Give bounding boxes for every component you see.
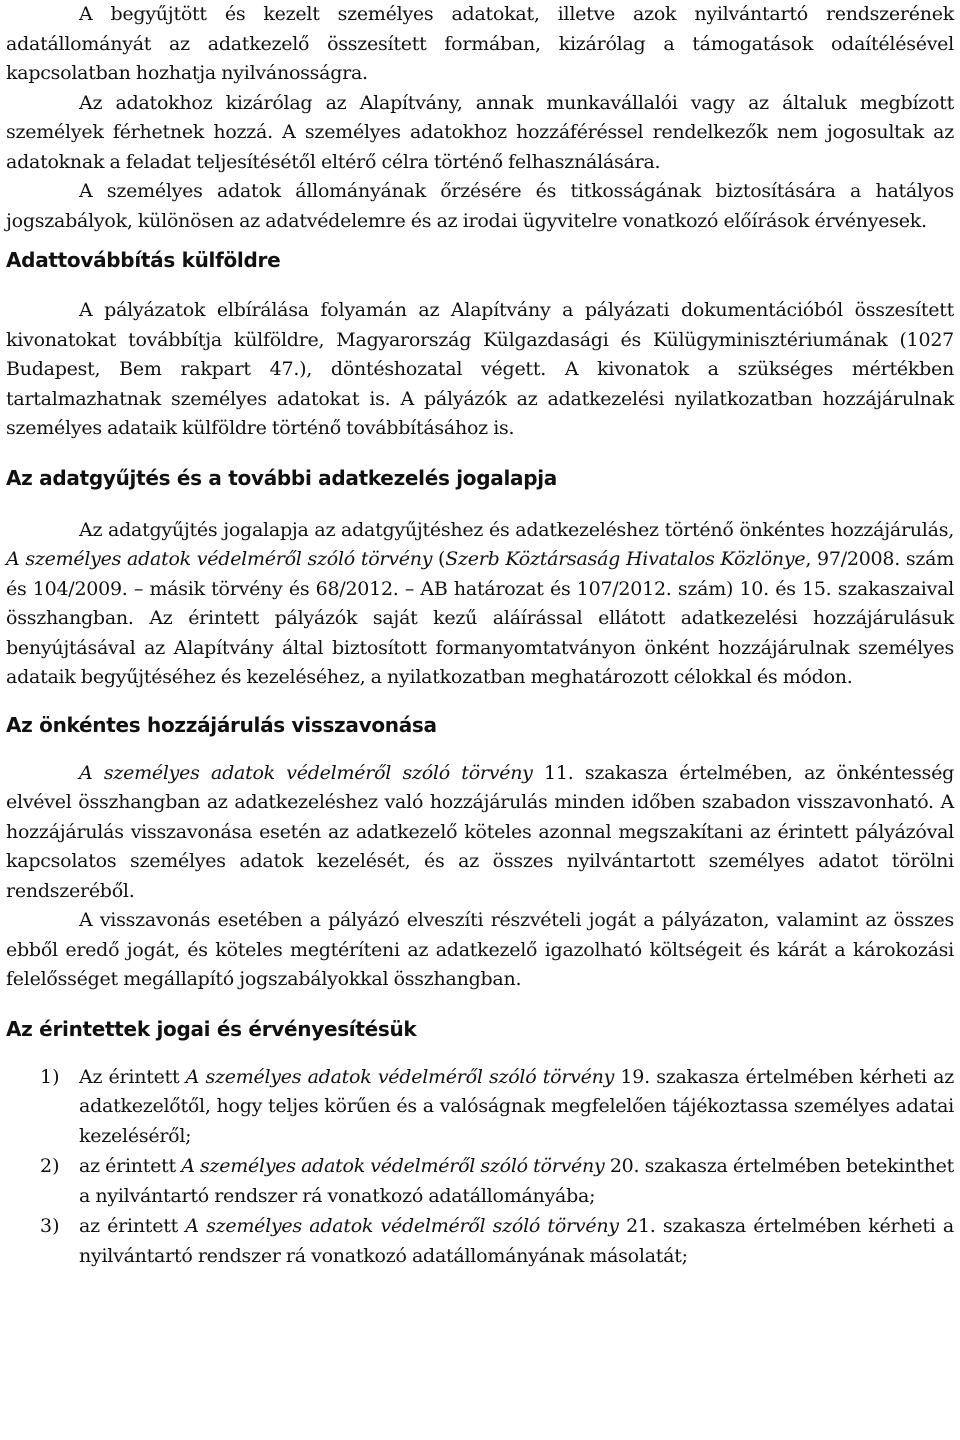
section-heading-legal-basis: Az adatgyűjtés és a további adatkezelés jogalapja	[6, 465, 557, 490]
section-heading-rights: Az érintettek jogai és érvényesítésük	[6, 1016, 417, 1041]
law-title: A személyes adatok védelméről szóló törvény	[181, 1155, 605, 1177]
legal-basis-text-a: Az adatgyűjtés jogalapja az adatgyűjtéshez és adatkezeléshez történő önkéntes hozzájárulás,	[79, 518, 954, 541]
list-item-text	[79, 1063, 954, 1152]
consent-withdrawal-paragraph-2: A visszavonás esetében a pályázó elveszíti részvételi jogát a pályázaton, valamint az összes ebből eredő jogát, és köteles megtéríteni az adatkezelő igazolható költségeit és kárát a károkozási felelősséget megállapító jogszabályokkal összhangban.	[6, 909, 954, 990]
list-item-pre: az érintett	[79, 1215, 186, 1237]
list-item-number: 3)	[40, 1215, 60, 1237]
consent-withdrawal-text: 11. szakasza értelmében, az önkéntesség elvével összhangban az adatkezeléshez való hozzájárulás minden időben szabadon visszavonható. A hozzájárulás visszavonása esetén az adatkezelő köteles azonnal megszakítani az érintett pályázóval kapcsolatos személyes adatok kezelését, és az összes nyilvántartott személyes adatot törölni rendszeréből.	[6, 761, 954, 902]
list-item-text	[79, 1152, 954, 1211]
rights-list	[6, 1063, 954, 1272]
list-item-post: 20. szakasza értelmében betekinthet a nyilvántartó rendszer rá vonatkozó adatállományába;	[79, 1155, 954, 1207]
intro-paragraph-2: Az adatokhoz kizárólag az Alapítvány, annak munkavállalói vagy az általuk megbízott személyek férhetnek hozzá. A személyes adatokhoz hozzáféréssel rendelkezők nem jogosultak az adatoknak a feladat teljesítésétől eltérő célra történő felhasználására.	[6, 91, 954, 173]
intro-paragraph-1: A begyűjtött és kezelt személyes adatokat, illetve azok nyilvántartó rendszerének adatállományát az adatkezelő összesített formában, kizárólag a támogatások odaítélésével kapcsolatban hozhatja nyilvánosságra.	[6, 3, 954, 84]
law-title: A személyes adatok védelméről szóló törvény	[79, 761, 533, 784]
law-title: A személyes adatok védelméről szóló törvény	[6, 548, 433, 570]
list-item	[6, 1152, 954, 1211]
list-item-post: 21. szakasza értelmében kérheti a nyilvántartó rendszer rá vonatkozó adatállományának másolatát;	[79, 1215, 954, 1267]
list-item-number: 2)	[40, 1155, 60, 1177]
list-item	[6, 1212, 954, 1271]
legal-basis-text-b: (	[432, 548, 446, 570]
law-title: A személyes adatok védelméről szóló törvény	[185, 1215, 619, 1237]
legal-basis-text-c: , 97/2008. szám és 104/2009. – másik törvény és 68/2012. – AB határozat és 107/2012. szám) 10. és 15. szakaszaival összhangban. Az érintett pályázók saját kezű aláírással ellátott adatkezelési hozzájárulásuk benyújtásával az Alapítvány által biztosított formanyomtatványon önként hozzájárulnak személyes adataik begyűjtéséhez és kezeléséhez, a nyilatkozatban meghatározott célokkal és módon.	[6, 548, 954, 688]
legal-basis-paragraph	[6, 516, 954, 693]
list-item-pre: Az érintett	[79, 1065, 186, 1088]
law-title: A személyes adatok védelméről szóló törvény	[185, 1065, 615, 1088]
list-item	[6, 1063, 954, 1152]
consent-withdrawal-paragraph-1	[6, 759, 954, 907]
section-heading-consent-withdrawal: Az önkéntes hozzájárulás visszavonása	[6, 712, 437, 737]
list-item-pre: az érintett	[79, 1155, 182, 1177]
list-item-post: 19. szakasza értelmében kérheti az adatkezelőtől, hogy teljes körűen és a valóságnak megfelelően tájékoztassa személyes adatai kezeléséről;	[79, 1065, 954, 1147]
section-heading-data-transfer: Adattovábbítás külföldre	[6, 248, 281, 272]
list-item-number: 1)	[40, 1065, 60, 1088]
intro-paragraph-3: A személyes adatok állományának őrzésére és titkosságának biztosítására a hatályos jogszabályok, különösen az adatvédelemre és az irodai ügyvitelre vonatkozó előírások érvényesek.	[6, 180, 954, 232]
data-transfer-paragraph: A pályázatok elbírálása folyamán az Alapítvány a pályázati dokumentációból összesített kivonatokat továbbítja külföldre, Magyarország Külgazdasági és Külügyminisztériumának (1027 Budapest, Bem rakpart 47.), döntéshozatal végett. A kivonatok a szükséges mértékben tartalmazhatnak személyes adatokat is. A pályázók az adatkezelési nyilatkozatban hozzájárulnak személyes adataik külföldre történő továbbításához is.	[6, 299, 954, 439]
list-item-text	[79, 1212, 954, 1271]
gazette-title: Szerb Köztársaság Hivatalos Közlönye	[445, 548, 806, 570]
